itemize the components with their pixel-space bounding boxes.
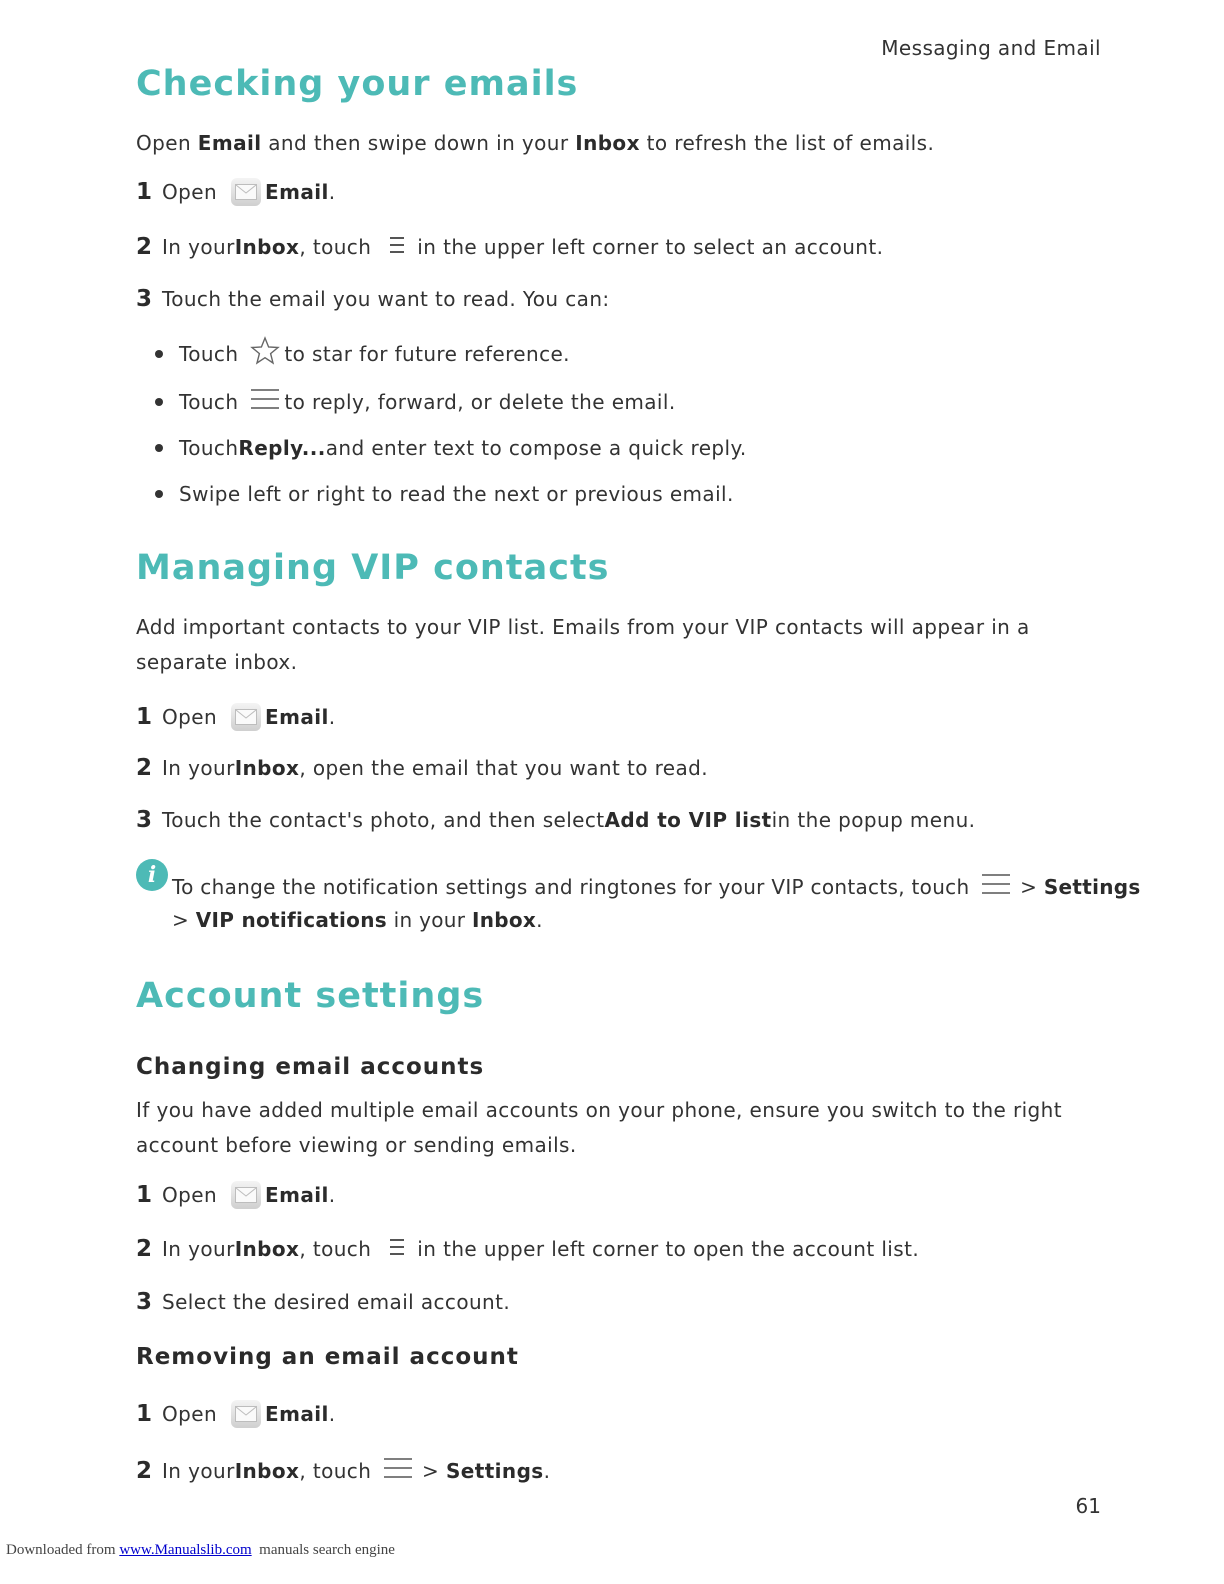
heading-removing-account: Removing an email account (136, 1344, 519, 1370)
account-menu-icon (389, 1237, 405, 1262)
vip-step-2: 2 In your Inbox , open the email that you want to read. (136, 755, 709, 781)
checking-bullet-more: Touch to reply, forward, or delete the email. (155, 387, 676, 416)
checking-step-2: 2 In your Inbox , touch in the upper left corner to select an account. (136, 234, 884, 260)
bullet-dot (155, 350, 163, 358)
bullet-dot (155, 444, 163, 452)
manualslib-link[interactable]: www.Manualslib.com (119, 1542, 252, 1558)
checking-bullet-swipe: Swipe left or right to read the next or previous email. (155, 482, 734, 506)
email-app-icon (231, 703, 261, 731)
changing-intro: If you have added multiple email accounts on your phone, ensure you switch to the right account before viewing or sending emails. (136, 1098, 1062, 1157)
checking-step-3: 3 Touch the email you want to read. You can: (136, 286, 610, 312)
removing-step-1: 1 Open Email . (136, 1401, 336, 1427)
heading-account-settings: Account settings (136, 976, 485, 1016)
vip-step-3: 3 Touch the contact's photo, and then select Add to VIP list in the popup menu. (136, 807, 976, 833)
info-icon: i (136, 859, 168, 891)
heading-changing-accounts: Changing email accounts (136, 1054, 485, 1080)
more-menu-icon (250, 387, 280, 416)
bullet-dot (155, 398, 163, 406)
changing-step-2: 2 In your Inbox , touch in the upper left corner to open the account list. (136, 1236, 920, 1262)
account-menu-icon (389, 235, 405, 260)
vip-note-line-1: To change the notification settings and ringtones for your VIP contacts, touch > Settings (172, 872, 1141, 901)
checking-bullet-reply: Touch Reply... and enter text to compose a quick reply. (155, 436, 747, 460)
running-header: Messaging and Email (881, 36, 1101, 60)
star-icon (250, 336, 280, 371)
removing-step-2: 2 In your Inbox , touch > Settings . (136, 1457, 551, 1484)
vip-note-line-2: > VIP notifications in your Inbox . (172, 908, 543, 932)
email-app-icon (231, 178, 261, 206)
more-menu-icon (981, 872, 1011, 901)
vip-intro: Add important contacts to your VIP list. Emails from your VIP contacts will appear in a separate inbox. (136, 615, 1030, 674)
heading-vip-contacts: Managing VIP contacts (136, 548, 610, 588)
more-menu-icon (383, 1456, 413, 1485)
changing-step-1: 1 Open Email . (136, 1182, 336, 1208)
email-app-icon (231, 1181, 261, 1209)
email-app-icon (231, 1400, 261, 1428)
changing-step-3: 3 Select the desired email account. (136, 1289, 511, 1315)
vip-step-1: 1 Open Email . (136, 704, 336, 730)
checking-intro: Open Email and then swipe down in your Inbox to refresh the list of emails. (136, 131, 935, 155)
checking-step-1: 1 Open Email . (136, 179, 336, 205)
heading-checking-emails: Checking your emails (136, 64, 579, 104)
checking-bullet-star: Touch to star for future reference. (155, 336, 570, 371)
download-footer: Downloaded from www.Manualslib.com manuals search engine (6, 1542, 395, 1558)
bullet-dot (155, 490, 163, 498)
page-number: 61 (1075, 1494, 1101, 1518)
